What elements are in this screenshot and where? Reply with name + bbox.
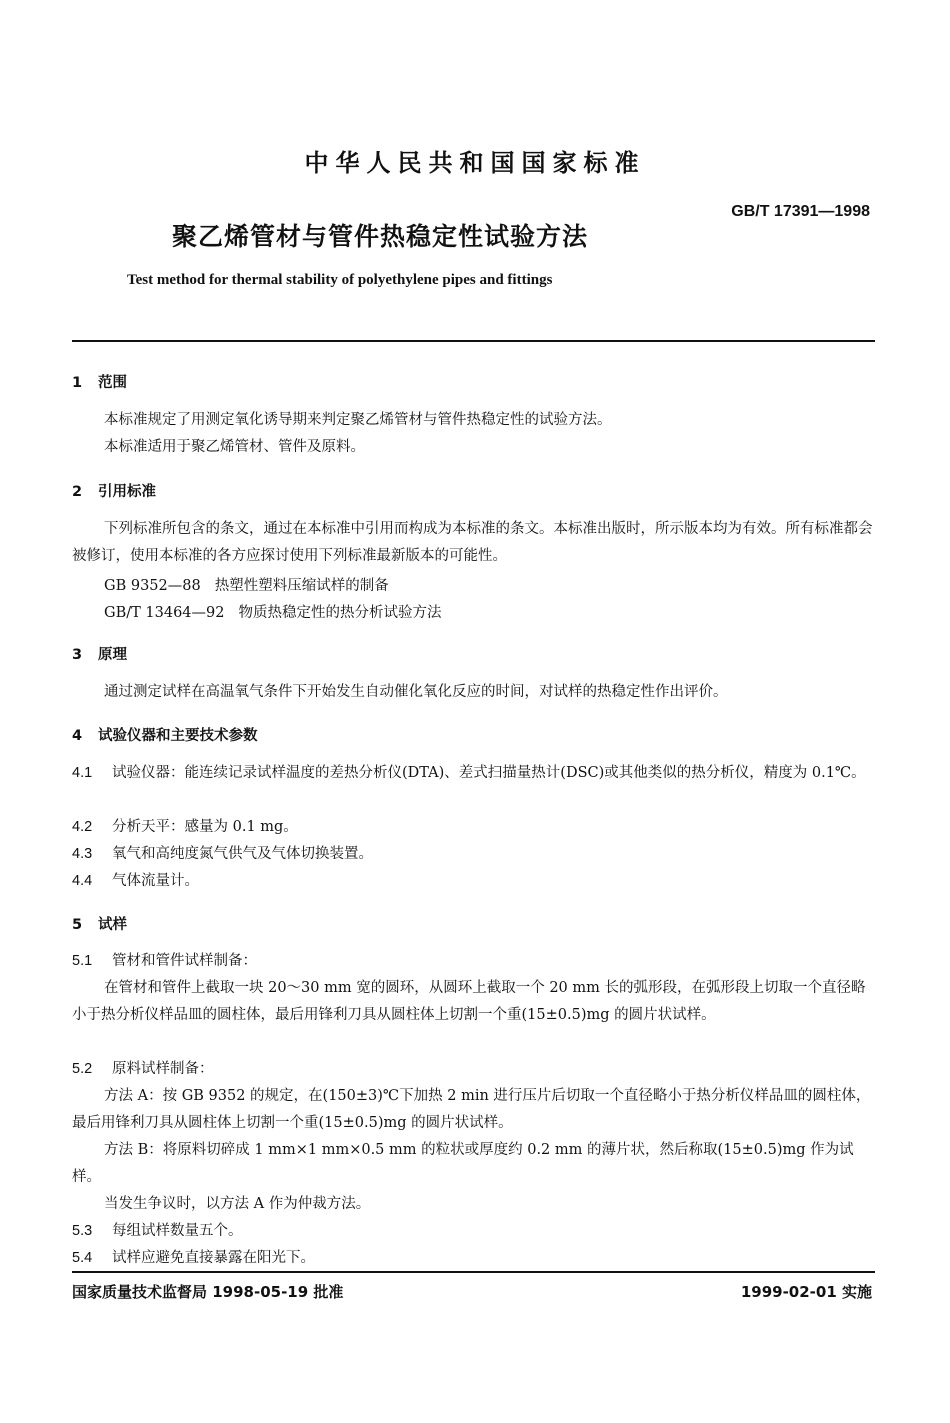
- section-title: 引用标准: [98, 484, 156, 500]
- section-number: 5: [72, 917, 83, 933]
- clause-5-4: [72, 1245, 876, 1272]
- reference-title: 物质热稳定性的热分析试验方法: [238, 605, 442, 621]
- clause-number: 5.2: [72, 1061, 93, 1077]
- clause-title: 原料试样制备：: [112, 1061, 214, 1077]
- clause-text: 试样应避免直接暴露在阳光下。: [112, 1250, 315, 1266]
- section-3-heading: [72, 643, 127, 664]
- reference-item: [104, 574, 389, 595]
- method-a-paragraph: 方法 A：按 GB 9352 的规定，在(150±3)℃下加热 2 min 进行压片后切取一个直径略小于热分析仪样品皿的圆柱体，最后用锋利刀具从圆柱体上切割一个重(15±0.5)mg 的圆片状试样。: [72, 1088, 871, 1131]
- clause-4-1: [72, 760, 876, 787]
- section-title: 范围: [98, 375, 127, 391]
- section-number: 2: [72, 484, 83, 500]
- section-4-heading: [72, 724, 258, 745]
- footer-divider: [72, 1271, 875, 1273]
- section-1-heading: [72, 371, 127, 392]
- section-title: 原理: [98, 647, 127, 663]
- clause-number: 4.4: [72, 873, 93, 889]
- reference-item: [104, 601, 441, 622]
- clause-number: 4.3: [72, 846, 93, 862]
- document-title-chinese: 聚乙烯管材与管件热稳定性试验方法: [172, 222, 589, 251]
- standard-number: GB/T 17391—1998: [731, 203, 870, 220]
- section-title: 试验仪器和主要技术参数: [98, 728, 258, 744]
- national-standard-title: 中华人民共和国国家标准: [304, 149, 646, 177]
- method-b-paragraph: 方法 B：将原料切碎成 1 mm×1 mm×0.5 mm 的粒状或厚度约 0.2 mm 的薄片状，然后称取(15±0.5)mg 作为试样。: [72, 1142, 854, 1185]
- clause-number: 5.1: [72, 953, 93, 969]
- section-2-heading: [72, 480, 156, 501]
- section-title: 试样: [98, 917, 127, 933]
- clause-text: 氧气和高纯度氮气供气及气体切换装置。: [112, 846, 373, 862]
- clause-5-3: [72, 1218, 876, 1245]
- header-divider: [72, 340, 875, 342]
- arbitration-paragraph: 当发生争议时，以方法 A 作为仲裁方法。: [104, 1196, 371, 1212]
- clause-title: 管材和管件试样制备：: [112, 953, 257, 969]
- clause-text: 每组试样数量五个。: [112, 1223, 243, 1239]
- reference-title: 热塑性塑料压缩试样的制备: [214, 578, 389, 594]
- section-2-paragraph: 下列标准所包含的条文，通过在本标准中引用而构成为本标准的条文。本标准出版时，所示版本均为有效。所有标准都会被修订，使用本标准的各方应探讨使用下列标准最新版本的可能性。: [72, 521, 873, 564]
- clause-text: 分析天平：感量为 0.1 mg。: [112, 819, 298, 835]
- clause-5-1: [72, 948, 876, 975]
- clause-5-2: [72, 1056, 876, 1083]
- implementation-date: 1999-02-01 实施: [740, 1283, 872, 1301]
- section-number: 4: [72, 728, 83, 744]
- clause-5-1-paragraph: 在管材和管件上截取一块 20～30 mm 宽的圆环，从圆环上截取一个 20 mm 长的弧形段，在弧形段上切取一个直径略小于热分析仪样品皿的圆柱体，最后用锋利刀具从圆柱体上切割一个重(15±0.5)mg 的圆片状试样。: [72, 980, 866, 1023]
- section-number: 3: [72, 647, 83, 663]
- section-1-paragraph-1: 本标准规定了用测定氧化诱导期来判定聚乙烯管材与管件热稳定性的试验方法。: [104, 412, 612, 428]
- section-5-heading: [72, 913, 127, 934]
- section-number: 1: [72, 375, 83, 391]
- clause-number: 4.2: [72, 819, 93, 835]
- clause-number: 5.3: [72, 1223, 93, 1239]
- document-title-english: Test method for thermal stability of polyethylene pipes and fittings: [127, 272, 553, 288]
- clause-text: 试验仪器：能连续记录试样温度的差热分析仪(DTA)、差式扫描量热计(DSC)或其他类似的热分析仪，精度为 0.1℃。: [112, 765, 866, 781]
- reference-code: GB/T 13464—92: [104, 605, 225, 621]
- section-1-paragraph-2: 本标准适用于聚乙烯管材、管件及原料。: [104, 439, 365, 455]
- clause-4-2: [72, 814, 876, 841]
- clause-4-4: [72, 868, 876, 895]
- clause-number: 4.1: [72, 765, 93, 781]
- clause-text: 气体流量计。: [112, 873, 199, 889]
- clause-4-3: [72, 841, 876, 868]
- clause-number: 5.4: [72, 1250, 93, 1266]
- approval-date: 国家质量技术监督局 1998-05-19 批准: [72, 1283, 344, 1301]
- reference-code: GB 9352—88: [104, 578, 201, 594]
- section-3-paragraph: 通过测定试样在高温氧气条件下开始发生自动催化氧化反应的时间，对试样的热稳定性作出评价。: [104, 684, 728, 700]
